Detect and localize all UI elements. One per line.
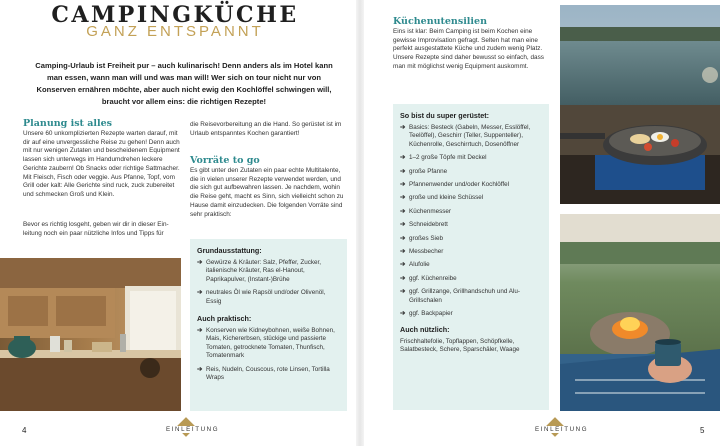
list-item: ➔ ggf. Backpapier	[400, 310, 453, 318]
heading-kuechenutensilien: Küchenutensilien	[393, 16, 487, 27]
vorraete-box	[190, 239, 347, 411]
arrow-right-icon: ➔	[400, 288, 406, 296]
list-item: ➔ Gewürze & Kräuter: Salz, Pfeffer, Zucker, italienische Kräuter, Ras el-Hanout, Paprikapulver, (Instant-)Brühe	[197, 259, 322, 283]
arrow-right-icon: ➔	[400, 221, 406, 229]
kuechenutensilien-intro: Eins ist klar: Beim Camping ist beim Kochen eine gewisse Improvisation gefragt. Selten hat man eine perfekt ausgestattete Küche und zudem wenig Platz. Unsere Rezepte sind daher bewusst so einfach, dass man mit möglichst wenig Equipment auskommt.	[393, 28, 544, 70]
heading-planung: Planung ist alles	[23, 118, 112, 129]
page-title: CAMPINGKÜCHE	[51, 2, 299, 28]
arrow-right-icon: ➔	[400, 261, 406, 269]
box-heading-auch-praktisch: Auch praktisch:	[197, 314, 252, 324]
grundausstattung-list	[197, 259, 340, 306]
arrow-right-icon: ➔	[400, 310, 406, 318]
list-item: ➔ großes Sieb	[400, 234, 443, 242]
list-item: ➔ 1–2 große Töpfe mit Deckel	[400, 154, 487, 162]
page-number-left: 4	[22, 426, 27, 435]
list-item: ➔ Reis, Nudeln, Couscous, rote Linsen, Tortilla Wraps	[197, 365, 330, 382]
heading-vorraete: Vorräte to go	[190, 155, 260, 166]
arrow-right-icon: ➔	[400, 181, 406, 189]
book-spine	[356, 0, 364, 446]
camp-stove-image	[560, 5, 720, 204]
campfire-photo	[560, 214, 720, 411]
camper-kitchen-image	[0, 258, 181, 411]
list-item: ➔ Schneidebrett	[400, 221, 448, 229]
list-item: ➔ Messbecher	[400, 248, 444, 256]
planung-text-2: Bevor es richtig losgeht, geben wir dir in dieser Einleitung noch ein paar nützliche Infos und Tipps für	[23, 221, 169, 237]
camper-kitchen-photo	[0, 258, 181, 411]
box-heading-grundausstattung: Grundausstattung:	[197, 246, 262, 255]
list-item: ➔ Konserven wie Kidneybohnen, weiße Bohnen, Mais, Kichererbsen, stückige und passierte Tomaten, getrocknete Tomaten, Thunfisch, Tomatenmark	[197, 327, 335, 360]
footer-label-right: EINLEITUNG	[535, 426, 589, 433]
ausruestung-box	[393, 104, 549, 410]
camp-stove-photo	[560, 5, 720, 204]
arrow-right-icon: ➔	[400, 207, 406, 215]
list-item: ➔ neutrales Öl wie Rapsöl und/oder Olivenöl, Essig	[197, 289, 326, 305]
arrow-right-icon: ➔	[400, 167, 406, 175]
planung-text: Unsere 60 unkomplizierten Rezepte warten darauf, mit dir auf eine unvergessliche Reise zu gehen! Denn auch mit nur wenigen Zutaten und bescheidenem Equipment lassen sich unterwegs im Handumdrehen leckere Gerichte zaubern! Ob Snacks oder richtige Sattmacher. Mit Fleisch, Fisch oder veggie. Aus Pfanne, Topf, vom Grill oder kalt: Alle Gerichte sind ruck, zuck zubereitet und schmecken Groß und Klein.	[23, 130, 180, 198]
list-item: ➔ große Pfanne	[400, 167, 448, 175]
col2-text: die Reisevorbereitung an die Hand. So gerüstet ist im Urlaub entspanntes Kochen garantiert!	[190, 121, 342, 137]
arrow-right-icon: ➔	[197, 365, 203, 373]
box-heading-auch-nuetzlich: Auch nützlich:	[400, 324, 450, 334]
list-item: ➔ Basics: Besteck (Gabeln, Messer, Esslöffel, Teelöffel), Geschirr (Teller, Suppenteller), Küchenrolle, Geschirrtuch, Dosenöffner	[400, 124, 531, 148]
list-item: ➔ Alufolie	[400, 261, 430, 269]
arrow-right-icon: ➔	[400, 274, 406, 282]
arrow-right-icon: ➔	[400, 194, 406, 202]
list-item: ➔ Pfannenwender und/oder Kochlöffel	[400, 181, 510, 189]
arrow-right-icon: ➔	[400, 248, 406, 256]
list-item: ➔ große und kleine Schüssel	[400, 194, 484, 202]
page-number-right: 5	[700, 426, 705, 435]
footer-label-left: EINLEITUNG	[166, 426, 220, 433]
arrow-right-icon: ➔	[197, 327, 203, 335]
arrow-right-icon: ➔	[197, 259, 203, 266]
list-item: ➔ ggf. Grillzange, Grillhandschuh und Alu-Grillschalen	[400, 288, 520, 304]
campfire-image	[560, 214, 720, 411]
lead-paragraph: Camping-Urlaub ist Freiheit pur – auch kulinarisch! Denn anders als im Hotel kann man essen, wann man will und was man will! Wer sich on tour nicht nur von Konserven ernähren möchte, aber auch nicht ewig den Kochlöffel schwingen will, braucht vor allem eins: die richtigen Rezepte!	[35, 61, 333, 106]
arrow-right-icon: ➔	[400, 154, 406, 162]
vorraete-text: Es gibt unter den Zutaten ein paar echte Multitalente, die in vielen unserer Rezepte verwendet werden, und die sich gut aufbewahren lassen. Je nachdem, wohin die Reise geht, macht es Sinn, sich vielleicht schon zu Hause damit einzudecken. Die folgenden Vorräte sind sehr praktisch:	[190, 167, 344, 218]
arrow-right-icon: ➔	[197, 289, 203, 297]
arrow-right-icon: ➔	[400, 124, 406, 131]
list-item: ➔ ggf. Küchenreibe	[400, 274, 457, 282]
box-heading-ausruestung: So bist du super gerüstet:	[400, 111, 490, 120]
page-subtitle: GANZ ENTSPANNT	[86, 23, 264, 40]
ausruestung-list	[400, 124, 542, 319]
list-item: ➔ Küchenmesser	[400, 207, 451, 215]
arrow-right-icon: ➔	[400, 234, 406, 242]
auch-praktisch-list	[197, 327, 340, 382]
auch-nuetzlich-text: Frischhaltefolie, Topflappen, Schöpfkelle, Salatbesteck, Schere, Sparschäler, Waage	[400, 337, 520, 353]
